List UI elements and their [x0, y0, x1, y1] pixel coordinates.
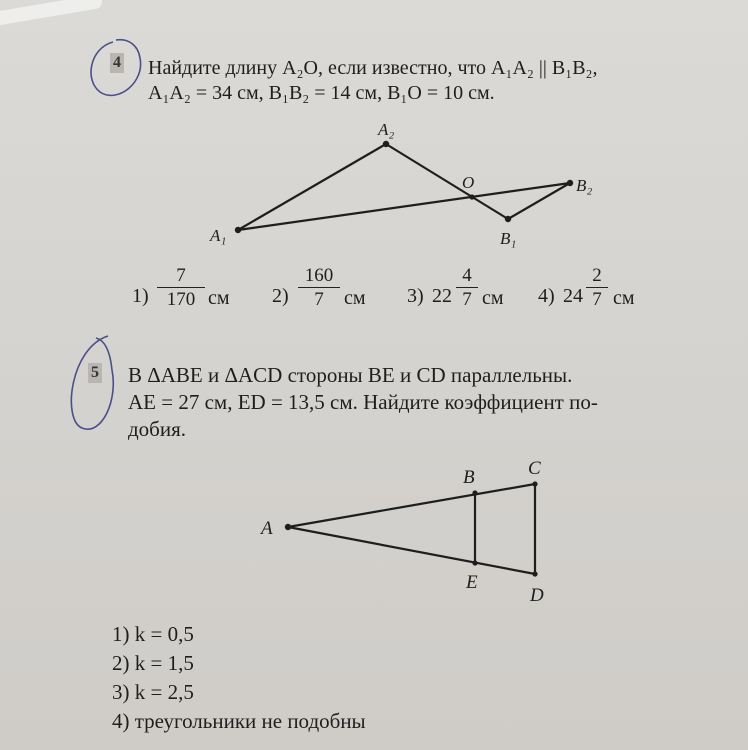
answer-4-4-unit: см	[613, 287, 635, 309]
problem-4-number: 4	[110, 53, 124, 73]
problem-5-text-line1: В ΔABE и ΔACD стороны BE и CD параллельны.	[128, 363, 573, 387]
answer-4-1-prefix: 1)	[132, 285, 149, 307]
label-c: C	[528, 458, 541, 479]
label-b: B	[463, 467, 475, 488]
answer-4-1-denominator: 170	[166, 289, 196, 310]
point-o	[469, 194, 474, 199]
label-a: A	[261, 518, 273, 539]
point-b1	[505, 216, 511, 222]
answer-4-2-prefix: 2)	[272, 285, 289, 307]
point-a1	[235, 227, 241, 233]
point-c	[532, 481, 537, 486]
answer-4-4-fraction	[586, 265, 608, 312]
answer-4-2-denominator: 7	[314, 289, 324, 310]
label-a2: A₂	[378, 120, 395, 139]
point-e	[472, 560, 477, 565]
answer-5-4: 4) треугольники не подобны	[112, 709, 366, 733]
point-d	[532, 571, 537, 576]
figure-problem-5	[288, 484, 535, 574]
answer-5-1: 1) k = 0,5	[112, 622, 194, 646]
answer-4-1-numerator: 7	[157, 265, 205, 288]
answer-4-3-fraction	[456, 265, 478, 312]
label-a1: A₁	[210, 226, 227, 245]
problem-5-number: 5	[88, 363, 102, 383]
answer-4-4-denominator: 7	[592, 289, 602, 310]
figure-problem-4	[238, 144, 570, 230]
answer-4-1-unit: см	[208, 287, 230, 309]
answer-4-3-numerator: 4	[456, 265, 478, 288]
problem-4-text-line1: Найдите длину A₂O, если известно, что A₁A₂ || B₁B₂,	[148, 57, 598, 79]
answer-4-3-denominator: 7	[462, 289, 472, 310]
answer-4-4-whole: 24	[563, 285, 583, 307]
problem-5-text-line3: добия.	[128, 417, 187, 441]
label-b2: B₂	[576, 176, 593, 195]
answer-4-4-numerator: 2	[586, 265, 608, 288]
point-b2	[567, 180, 573, 186]
point-a	[285, 524, 291, 530]
segment-a1-b2	[238, 183, 570, 230]
segment-a-c	[288, 484, 535, 527]
answer-4-2-unit: см	[344, 287, 366, 309]
answer-5-2: 2) k = 1,5	[112, 651, 194, 675]
point-b	[472, 490, 477, 495]
label-o: O	[462, 173, 475, 192]
label-e: E	[466, 572, 478, 593]
answer-4-1-fraction	[157, 265, 205, 312]
answer-5-3: 3) k = 2,5	[112, 680, 194, 704]
segment-a2-b1	[386, 144, 508, 219]
label-b1: B₁	[500, 229, 517, 248]
problem-4-text-line2: A₁A₂ = 34 см, B₁B₂ = 14 см, B₁O = 10 см.	[148, 82, 495, 104]
answer-4-3-whole: 22	[432, 285, 452, 307]
problem-5-text-line2: AE = 27 см, ED = 13,5 см. Найдите коэффициент по-	[128, 390, 598, 414]
label-d: D	[530, 585, 544, 606]
answer-4-3-prefix: 3)	[407, 285, 424, 307]
segment-a1-a2	[238, 144, 386, 230]
answer-4-3-unit: см	[482, 287, 504, 309]
answer-4-4-prefix: 4)	[538, 285, 555, 307]
answer-4-2-numerator: 160	[298, 265, 340, 288]
answer-4-2-fraction	[298, 265, 340, 312]
segment-a-d	[288, 527, 535, 574]
point-a2	[383, 141, 389, 147]
